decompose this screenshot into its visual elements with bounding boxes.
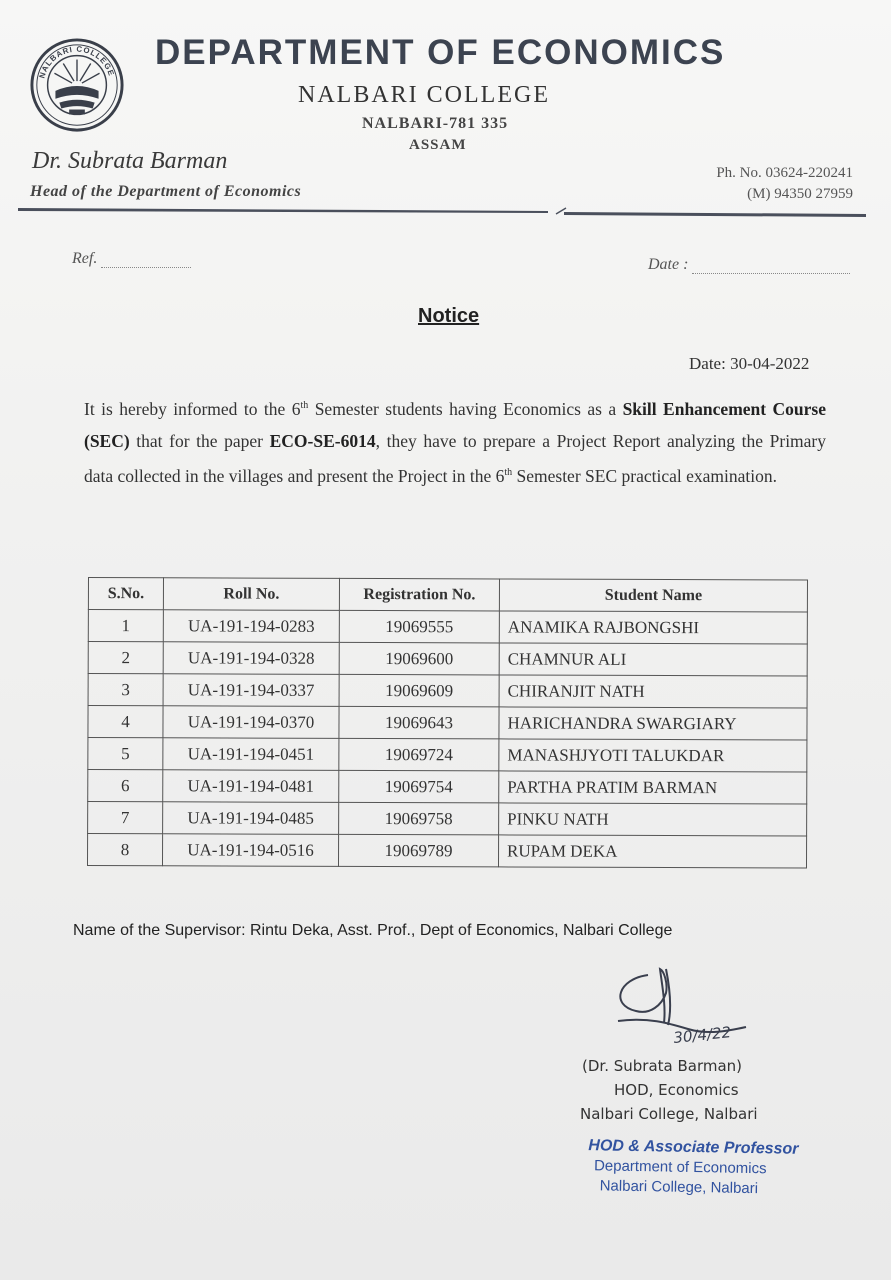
cell-student-name: CHAMNUR ALI [499,643,807,676]
cell-student-name: MANASHJYOTI TALUKDAR [499,739,807,772]
cell-roll: UA-191-194-0283 [163,610,339,643]
date-label: Date : [648,256,689,273]
hod-name: Dr. Subrata Barman [32,148,228,174]
cell-sno: 5 [88,738,163,770]
mobile-number: (M) 94350 27959 [747,186,853,202]
cell-student-name: HARICHANDRA SWARGIARY [499,707,807,740]
cell-registration: 19069789 [338,834,498,867]
cell-sno: 8 [87,834,162,866]
supervisor-line: Name of the Supervisor: Rintu Deka, Asst. Prof., Dept of Economics, Nalbari College [73,922,673,939]
cell-roll: UA-191-194-0328 [163,642,339,675]
header-divider [18,205,866,219]
cell-roll: UA-191-194-0337 [163,674,339,707]
cell-registration: 19069555 [339,610,499,643]
signatory-college: Nalbari College, Nalbari [580,1105,758,1123]
signatory-designation: HOD, Economics [614,1081,739,1099]
cell-roll: UA-191-194-0451 [163,738,339,771]
table-row [88,706,807,741]
header-registration: Registration No. [339,578,499,611]
cell-registration: 19069724 [339,738,499,771]
cell-registration: 19069609 [339,674,499,707]
cell-sno: 1 [88,610,163,642]
table-row [88,770,807,805]
department-title: DEPARTMENT OF ECONOMICS [155,33,726,72]
table-row [88,642,807,677]
table-row [88,610,807,645]
paper-code: ECO-SE-6014 [269,430,376,451]
college-name: NALBARI COLLEGE [298,82,550,108]
signatory-block [578,1054,758,1126]
official-stamp [587,1136,798,1200]
cell-roll: UA-191-194-0370 [163,706,339,739]
cell-registration: 19069754 [339,770,499,803]
stamp-title: HOD & Associate Professor [588,1137,799,1158]
hod-title: Head of the Department of Economics [30,183,302,200]
notice-date: Date: 30-04-2022 [689,354,810,373]
table-row [87,834,806,869]
cell-registration: 19069600 [339,642,499,675]
cell-student-name: PARTHA PRATIM BARMAN [499,771,807,804]
cell-student-name: RUPAM DEKA [498,835,806,868]
cell-roll: UA-191-194-0481 [163,770,339,803]
date-field [648,256,850,274]
header-roll: Roll No. [163,578,339,611]
cell-registration: 19069758 [339,802,499,835]
notice-body: It is hereby informed to the 6th Semester students having Economics as a Skill Enhancement Course (SEC) that for the paper ECO-SE-6014, they have to prepare a Project Report analyzing the Primary data collected in the villages and present the Project in the 6th Semester SEC practical examination. [84,398,827,486]
signatory-name: (Dr. Subrata Barman) [582,1057,743,1075]
signature-date: 30/4/22 [672,1023,732,1047]
notice-title: Notice [418,305,480,327]
cell-sno: 4 [88,706,163,738]
cell-sno: 7 [88,802,163,834]
course-name: Skill Enhancement Course (SEC) [84,398,827,451]
cell-student-name: ANAMIKA RAJBONGSHI [499,611,807,644]
cell-student-name: CHIRANJIT NATH [499,675,807,708]
cell-sno: 3 [88,674,163,706]
ref-field [72,250,191,268]
cell-registration: 19069643 [339,706,499,739]
ref-label: Ref. [72,250,98,267]
cell-roll: UA-191-194-0516 [162,834,338,867]
handwritten-signature [608,965,793,1047]
header-student-name: Student Name [499,579,807,612]
cell-roll: UA-191-194-0485 [163,802,339,835]
cell-sno: 6 [88,770,163,802]
stamp-department: Department of Economics [593,1157,767,1178]
table-row [88,674,807,709]
table-row [88,802,807,837]
cell-student-name: PINKU NATH [499,803,807,836]
phone-number: Ph. No. 03624-220241 [716,165,853,181]
students-table [87,577,808,869]
state-name: ASSAM [409,137,467,153]
contact-numbers [716,163,853,205]
postal-address: NALBARI-781 335 [362,115,509,132]
header-sno: S.No. [88,578,163,610]
logo-text: NALBARI COLLEGE [37,44,117,80]
stamp-college: Nalbari College, Nalbari [599,1177,759,1198]
table-header-row [88,578,807,613]
cell-sno: 2 [88,642,163,674]
college-logo [28,33,126,139]
table-row [88,738,807,773]
